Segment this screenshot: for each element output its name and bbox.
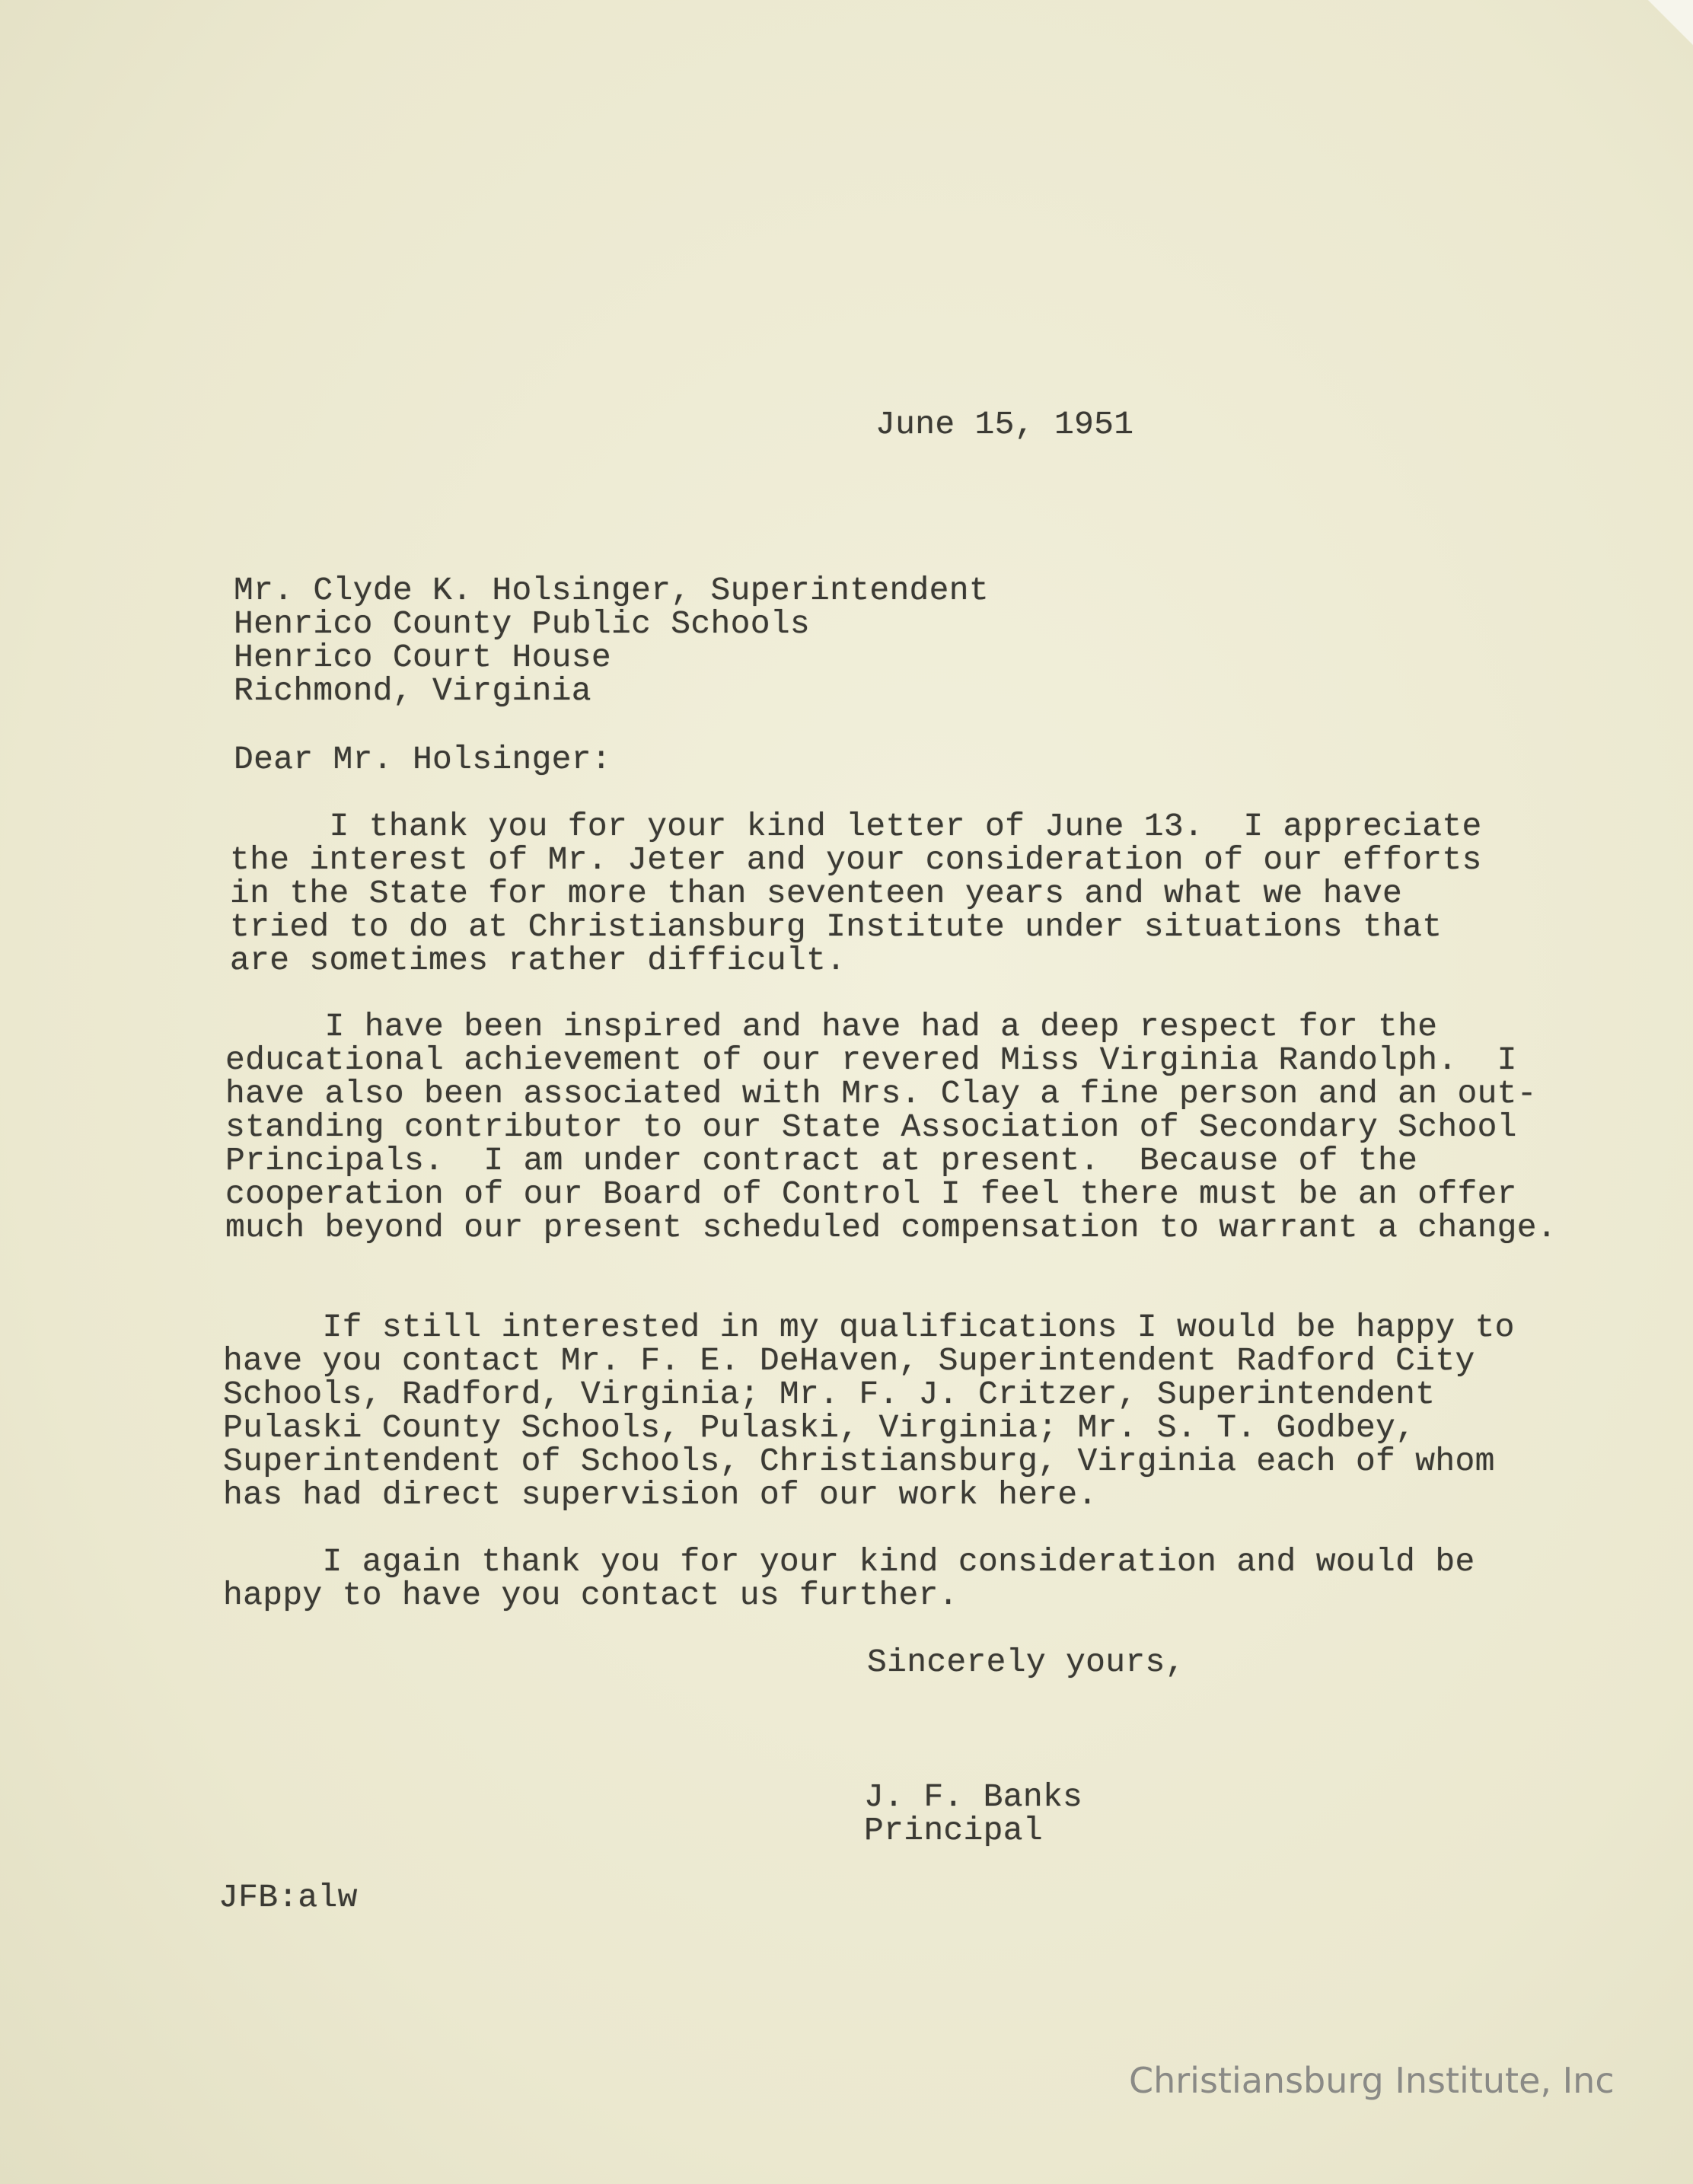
- paragraph-3: [223, 1311, 1515, 1512]
- letter-date: June 15, 1951: [875, 406, 1134, 443]
- text-line: I have been inspired and have had a deep respect for the: [225, 1008, 1438, 1045]
- text-line: the interest of Mr. Jeter and your consideration of our efforts: [230, 841, 1482, 878]
- text-line: happy to have you contact us further.: [223, 1577, 958, 1614]
- paragraph-2: [225, 1010, 1557, 1245]
- text-line: much beyond our present scheduled compensation to warrant a change.: [225, 1209, 1557, 1246]
- text-line: Principals. I am under contract at present. Because of the: [225, 1142, 1418, 1179]
- text-line: I again thank you for your kind consideration and would be: [223, 1543, 1475, 1580]
- address-line: Henrico Court House: [234, 639, 611, 676]
- address-line: Henrico County Public Schools: [234, 605, 811, 642]
- text-line: I thank you for your kind letter of June 13. I appreciate: [230, 808, 1482, 845]
- recipient-address: [234, 574, 989, 708]
- text-line: tried to do at Christiansburg Institute under situations that: [230, 908, 1443, 945]
- text-line: standing contributor to our State Association of Secondary School: [225, 1108, 1517, 1146]
- text-line: have also been associated with Mrs. Clay a fine person and an out-: [225, 1075, 1537, 1112]
- paragraph-4: [223, 1545, 1475, 1612]
- text-line: educational achievement of our revered Miss Virginia Randolph. I: [225, 1041, 1517, 1079]
- reference-initials: JFB:alw: [218, 1879, 358, 1916]
- paragraph-1: [230, 810, 1482, 977]
- text-line: cooperation of our Board of Control I feel there must be an offer: [225, 1175, 1517, 1213]
- address-line: Richmond, Virginia: [234, 672, 591, 709]
- salutation: Dear Mr. Holsinger:: [234, 741, 611, 778]
- text-line: has had direct supervision of our work here.: [223, 1476, 1098, 1513]
- address-line: Mr. Clyde K. Holsinger, Superintendent: [234, 572, 989, 609]
- text-line: If still interested in my qualifications I would be happy to: [223, 1309, 1515, 1346]
- signer-name: J. F. Banks: [864, 1778, 1083, 1816]
- text-line: Schools, Radford, Virginia; Mr. F. J. Critzer, Superintendent: [223, 1376, 1436, 1413]
- signer-title: Principal: [864, 1812, 1043, 1849]
- text-line: Pulaski County Schools, Pulaski, Virginia; Mr. S. T. Godbey,: [223, 1409, 1416, 1446]
- text-line: have you contact Mr. F. E. DeHaven, Superintendent Radford City: [223, 1342, 1475, 1379]
- page-corner-fold: [1647, 0, 1693, 53]
- closing: Sincerely yours,: [867, 1644, 1185, 1681]
- text-line: Superintendent of Schools, Christiansburg, Virginia each of whom: [223, 1443, 1495, 1480]
- signature-block: [864, 1778, 1083, 1849]
- watermark: Christiansburg Institute, Inc: [1129, 2060, 1615, 2101]
- text-line: in the State for more than seventeen years and what we have: [230, 875, 1403, 912]
- text-line: are sometimes rather difficult.: [230, 942, 846, 979]
